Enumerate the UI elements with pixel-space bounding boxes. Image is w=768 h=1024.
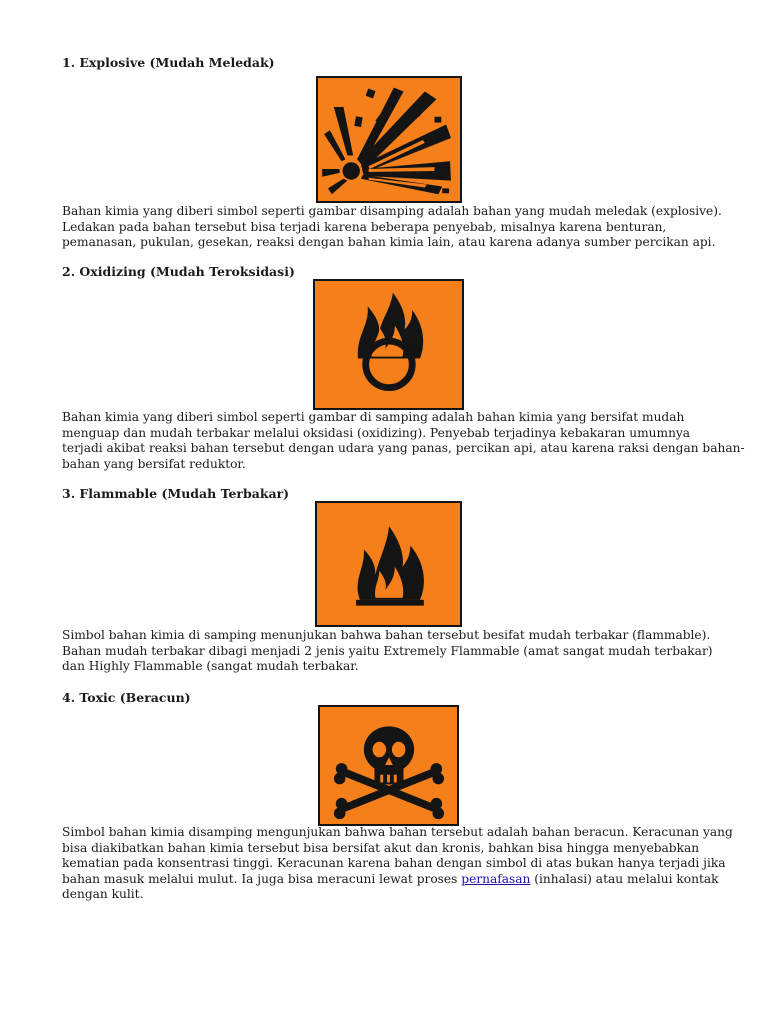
paragraph-line: menguap dan mudah terbakar melalui oksidasi (oxidizing). Penyebab terjadinya kebakaran umumnya	[62, 425, 691, 440]
paragraph-line: Bahan mudah terbakar dibagi menjadi 2 jenis yaitu Extremely Flammable (amat sangat mudah terbakar)	[62, 643, 713, 658]
paragraph-line: bisa diakibatkan bahan kimia tersebut bisa bersifat akut dan kronis, bahkan bisa hingga menyebabkan	[62, 840, 700, 855]
paragraph-line: kematian pada konsentrasi tinggi. Keracunan karena bahan dengan simbol di atas bukan hanya terjadi jika	[62, 856, 726, 870]
line-text: (inhalasi) atau melalui kontak	[530, 871, 719, 886]
flame-icon	[317, 503, 460, 625]
section-heading-flammable: 3. Flammable (Mudah Terbakar)	[62, 486, 290, 501]
pernafasan-link[interactable]: pernafasan	[461, 871, 531, 886]
paragraph-line: pemanasan, pukulan, gesekan, reaksi dengan bahan kimia lain, atau karena adanya sumber percikan api.	[62, 235, 716, 249]
paragraph-line: bahan yang bersifat reduktor.	[62, 456, 246, 471]
toxic-symbol	[318, 705, 459, 826]
explosive-bomb-icon	[318, 78, 460, 201]
flame-over-circle-icon	[315, 281, 462, 408]
section-paragraph-toxic	[62, 825, 733, 903]
paragraph-line: Simbol bahan kimia disamping mengunjukan bahwa bahan tersebut adalah bahan beracun. Keracunan yang	[62, 825, 733, 839]
line-text: bahan masuk melalui mulut. Ia juga bisa meracuni lewat proses	[62, 871, 462, 886]
paragraph-line: terjadi akibat reaksi bahan tersebut dengan udara yang panas, percikan api, atau karena raksi dengan bahan-	[62, 441, 745, 455]
paragraph-line: dan Highly Flammable (sangat mudah terbakar.	[62, 659, 359, 673]
paragraph-line: Ledakan pada bahan tersebut bisa terjadi karena beberapa penyebab, misalnya karena benturan,	[62, 219, 667, 234]
oxidizing-symbol	[313, 279, 464, 410]
paragraph-line: Simbol bahan kimia di samping menunjukan bahwa bahan tersebut besifat mudah terbakar (flammable).	[62, 628, 711, 642]
section-heading-oxidizing: 2. Oxidizing (Mudah Teroksidasi)	[62, 264, 295, 279]
section-paragraph-explosive	[62, 204, 722, 251]
paragraph-line: Bahan kimia yang diberi simbol seperti gambar di samping adalah bahan kimia yang bersifat mudah	[62, 410, 685, 424]
section-paragraph-flammable	[62, 628, 722, 675]
section-heading-explosive: 1. Explosive (Mudah Meledak)	[62, 55, 275, 70]
paragraph-line: Bahan kimia yang diberi simbol seperti gambar disamping adalah bahan yang mudah meledak (explosive).	[62, 204, 722, 218]
explosive-symbol	[316, 76, 462, 203]
skull-crossbones-icon	[320, 707, 457, 824]
section-heading-toxic: 4. Toxic (Beracun)	[62, 690, 191, 705]
paragraph-line	[62, 872, 722, 888]
flammable-symbol	[315, 501, 462, 627]
paragraph-line: dengan kulit.	[62, 887, 144, 901]
section-paragraph-oxidizing	[62, 410, 745, 472]
